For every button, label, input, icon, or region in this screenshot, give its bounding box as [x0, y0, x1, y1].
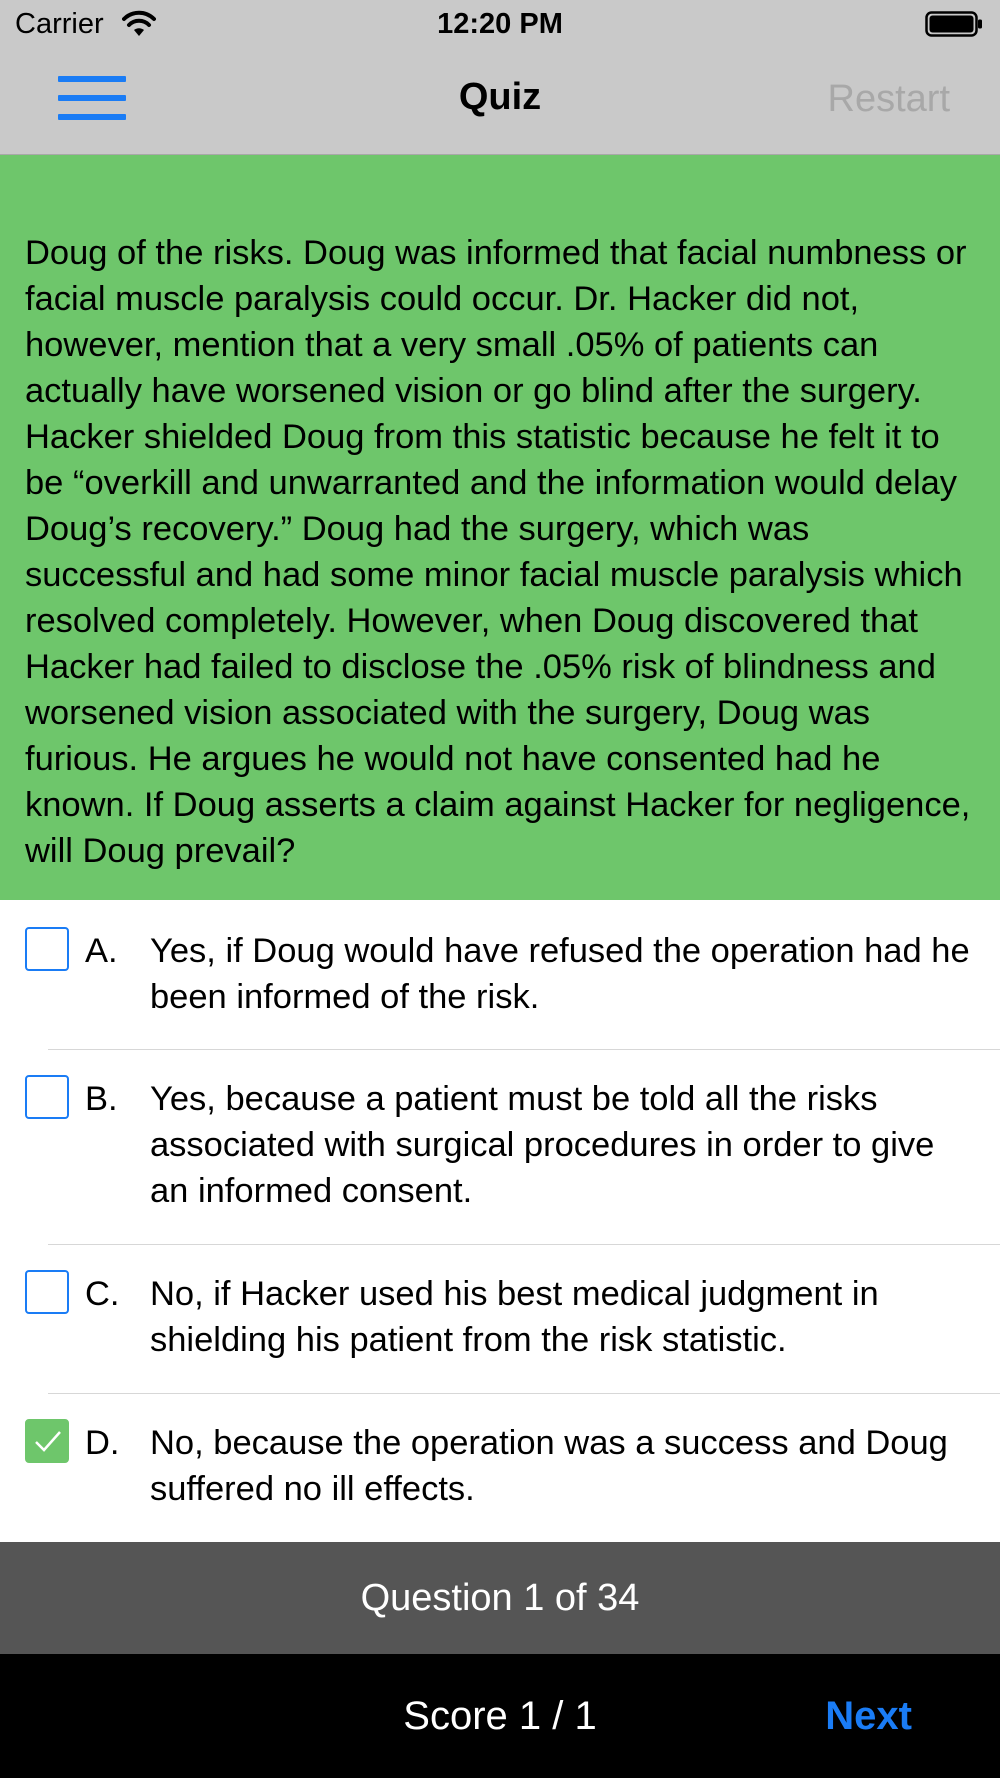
answer-text: Yes, because a patient must be told all the risks associated with surgical procedures in order to give an informed consent.: [150, 1080, 935, 1210]
answer-option-a[interactable]: [0, 923, 1000, 1015]
answer-letter: D.: [85, 1424, 120, 1462]
battery-icon: [925, 11, 983, 37]
divider: [48, 1049, 1000, 1050]
question-text: Doug of the risks. Doug was informed that facial numbness or facial muscle paralysis could occur. Dr. Hacker did not, however, mention that a very small .05% of patients can actually have worsened vision or go blind after the surgery. Hacker shielded Doug from this statistic because he felt it to be “overkill and unwarranted and the information would delay Doug’s recovery.” Doug had the surgery, which was successful and had some minor facial muscle paralysis which resolved completely. However, when Doug discovered that Hacker had failed to disclose the .05% risk of blindness and worsened vision associated with the surgery, Doug was furious. He argues he would not have consented had he known. If Doug asserts a claim against Hacker for negligence, will Doug prevail?: [25, 234, 971, 870]
score-label: Score 1 / 1: [403, 1694, 597, 1738]
answer-list: [0, 900, 1000, 1542]
checkmark-icon: [33, 1428, 63, 1456]
carrier-label: Carrier: [15, 8, 104, 40]
page-title: Quiz: [458, 76, 542, 118]
next-button[interactable]: Next: [825, 1694, 912, 1738]
checkbox-d[interactable]: [25, 1419, 69, 1463]
answer-text: Yes, if Doug would have refused the operation had he been informed of the risk.: [150, 932, 970, 1016]
answer-option-d[interactable]: [0, 1416, 1000, 1508]
clock: 12:20 PM: [437, 8, 563, 40]
checkbox-a[interactable]: [25, 927, 69, 971]
bottom-bar: [0, 1654, 1000, 1778]
status-bar: [0, 0, 1000, 50]
answer-option-b[interactable]: [0, 1072, 1000, 1210]
answer-letter: A.: [85, 932, 118, 970]
checkbox-c[interactable]: [25, 1270, 69, 1314]
question-counter: Question 1 of 34: [0, 1542, 1000, 1654]
answer-text: No, because the operation was a success and Doug suffered no ill effects.: [150, 1424, 948, 1508]
answer-text: No, if Hacker used his best medical judgment in shielding his patient from the risk statistic.: [150, 1275, 879, 1359]
checkbox-b[interactable]: [25, 1075, 69, 1119]
divider: [48, 1393, 1000, 1394]
question-panel: [0, 155, 1000, 900]
answer-option-c[interactable]: [0, 1267, 1000, 1359]
divider: [48, 1244, 1000, 1245]
answer-letter: C.: [85, 1275, 120, 1313]
answer-letter: B.: [85, 1080, 118, 1118]
navigation-bar: [0, 50, 1000, 155]
restart-button[interactable]: Restart: [827, 78, 950, 120]
